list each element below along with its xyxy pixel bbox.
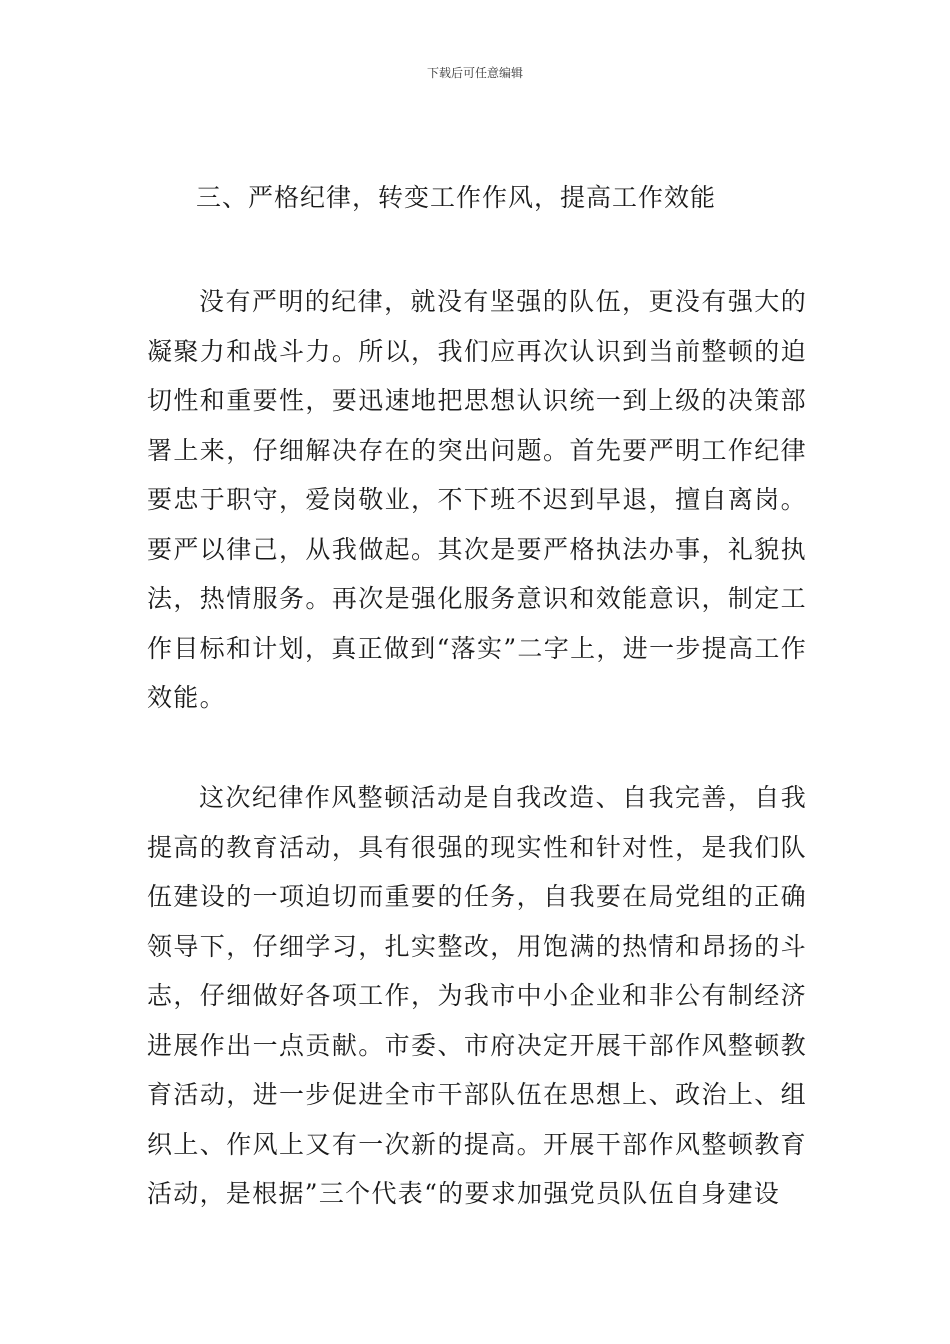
section-heading: 三、严格纪律，转变工作作风，提高工作效能 [196, 183, 717, 212]
body-paragraph-2: 这次纪律作风整顿活动是自我改造、自我完善，自我提高的教育活动，具有很强的现实性和针对性，是我们队伍建设的一项迫切而重要的任务，自我要在局党组的正确领导下，仔细学习，扎实整改，用饱满的热情和昂扬的斗志，仔细做好各项工作，为我市中小企业和非公有制经济进展作出一点贡献。市委、市府决定开展干部作风整顿教育活动，进一步促进全市干部队伍在思想上、政治上、组织上、作风上又有一次新的提高。开展干部作风整顿教育活动，是根据”三个代表“的要求加强党员队伍自身建设 [147, 783, 807, 1208]
body-paragraph-1: 没有严明的纪律，就没有坚强的队伍，更没有强大的凝聚力和战斗力。所以，我们应再次认识到当前整顿的迫切性和重要性，要迅速地把思想认识统一到上级的决策部署上来，仔细解决存在的突出问题。首先要严明工作纪律要忠于职守，爱岗敬业，不下班不迟到早退，擅自离岗。要严以律己，从我做起。其次是要严格执法办事，礼貌执法，热情服务。再次是强化服务意识和效能意识，制定工作目标和计划，真正做到“落实”二字上，进一步提高工作效能。 [147, 287, 807, 712]
page-header-note: 下载后可任意编辑 [426, 66, 523, 80]
